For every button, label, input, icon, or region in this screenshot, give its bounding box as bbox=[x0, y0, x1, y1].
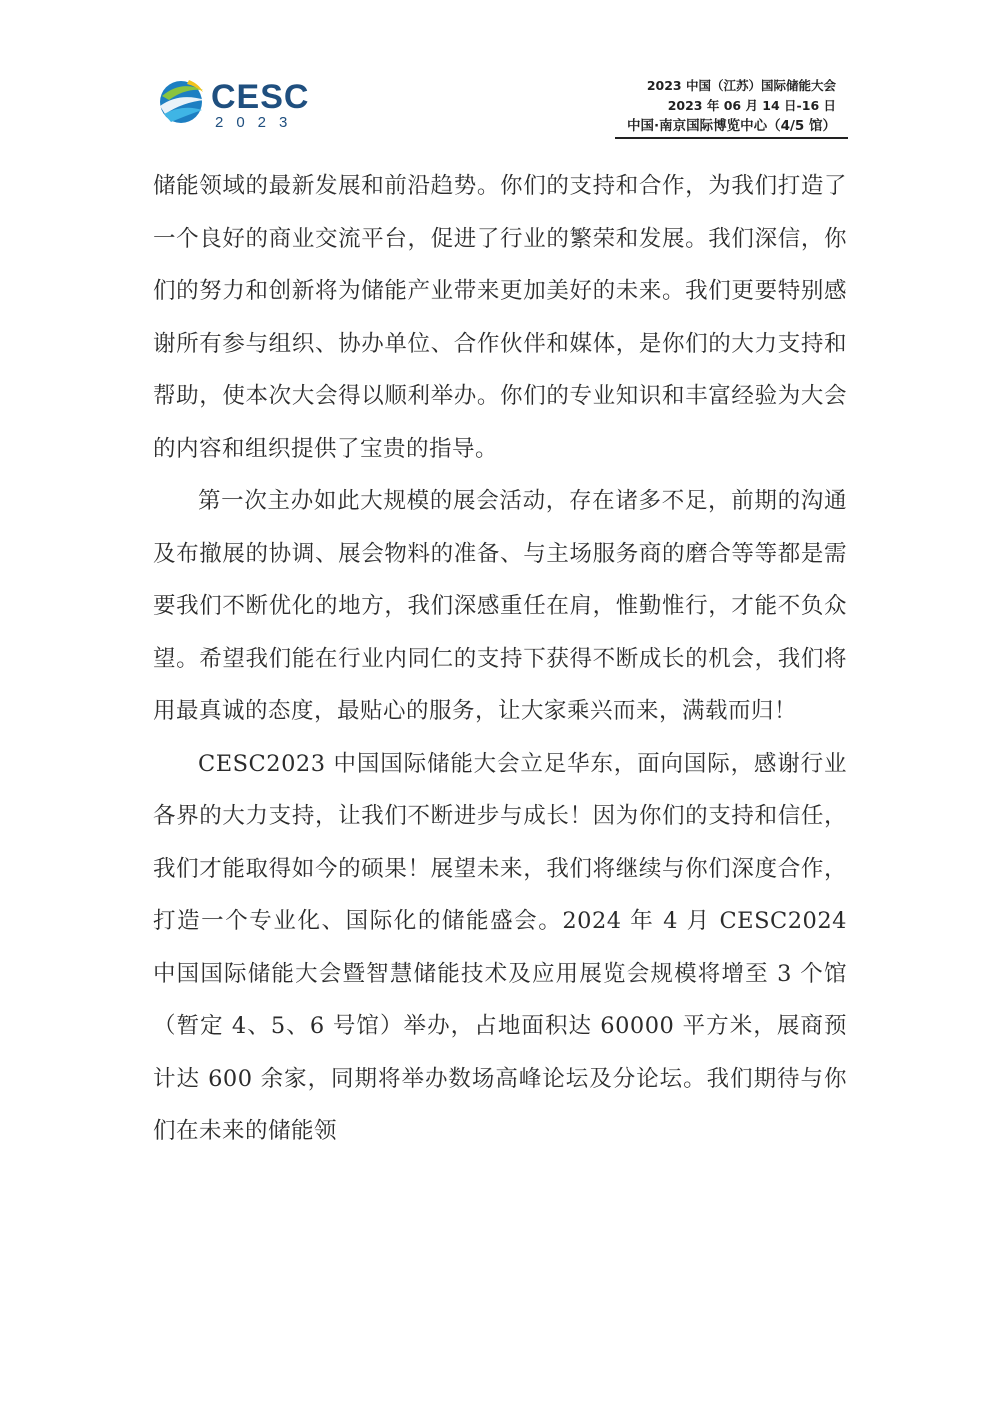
event-venue: 中国·南京国际博览中心（4/5 馆） bbox=[626, 118, 836, 134]
document-body bbox=[153, 160, 847, 1158]
cesc-globe-logo-icon bbox=[155, 74, 211, 130]
logo-year: 2023 bbox=[215, 114, 301, 131]
paragraph-3: CESC2023 中国国际储能大会立足华东，面向国际，感谢行业各界的大力支持，让我们不断进步与成长！因为你们的支持和信任，我们才能取得如今的硕果！展望未来，我们将继续与你们深度合作，打造一个专业化、国际化的储能盛会。2024 年 4 月 CESC2024 中国国际储能大会暨智慧储能技术及应用展览会规模将增至 3 个馆（暂定 4、5、6 号馆）举办，占地面积达 60000 平方米，展商预计达 600 余家，同期将举办数场高峰论坛及分论坛。我们期待与你们在未来的储能领 bbox=[153, 750, 847, 1144]
event-info bbox=[627, 76, 836, 136]
event-date: 2023 年 06 月 14 日-16 日 bbox=[667, 98, 836, 113]
paragraph-2: 第一次主办如此大规模的展会活动，存在诸多不足，前期的沟通及布撤展的协调、展会物料的准备、与主场服务商的磨合等等都是需要我们不断优化的地方，我们深感重任在肩，惟勤惟行，才能不负众望。希望我们能在行业内同仁的支持下获得不断成长的机会，我们将用最真诚的态度，最贴心的服务，让大家乘兴而来，满载而归！ bbox=[153, 488, 847, 724]
page-header bbox=[0, 0, 1000, 150]
logo-wordmark: CESC bbox=[211, 78, 310, 116]
event-title: 2023 中国（江苏）国际储能大会 bbox=[646, 78, 836, 93]
cesc-logo bbox=[155, 74, 315, 134]
paragraph-1: 储能领域的最新发展和前沿趋势。你们的支持和合作，为我们打造了一个良好的商业交流平台，促进了行业的繁荣和发展。我们深信，你们的努力和创新将为储能产业带来更加美好的未来。我们更要特别感谢所有参与组织、协办单位、合作伙伴和媒体，是你们的大力支持和帮助，使本次大会得以顺利举办。你们的专业知识和丰富经验为大会的内容和组织提供了宝贵的指导。 bbox=[153, 173, 847, 462]
header-divider bbox=[615, 137, 848, 139]
